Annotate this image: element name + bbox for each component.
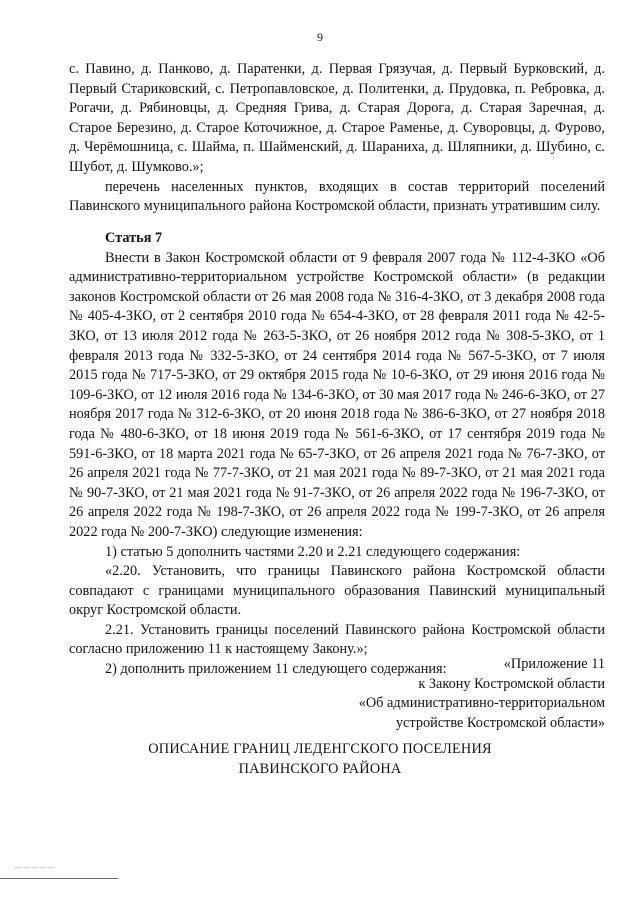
appendix-line: «Об административно-территориальном	[358, 695, 605, 712]
item-1-paragraph: 1) статью 5 дополнить частями 2.20 и 2.21 следующего содержания:	[105, 543, 521, 560]
item-2-paragraph: 2) дополнить приложением 11 следующего содержания:	[105, 661, 447, 678]
article-heading: Статья 7	[105, 230, 163, 246]
appendix-caption	[300, 655, 605, 733]
section-title-line: ПАВИНСКОГО РАЙОНА	[238, 760, 402, 777]
clause-2-21-paragraph: 2.21. Установить границы поселений Павинского района Костромской области согласно приложению 11 к настоящему Закону.»;	[69, 621, 605, 658]
appendix-line: «Приложение 11	[503, 656, 605, 672]
clause-2-20-paragraph: «2.20. Установить, что границы Павинского района Костромской области совпадают с границами муниципального образования Павинский муниципальный округ Костромской области.	[69, 563, 605, 619]
settlement-list-continuation: с. Павино, д. Панково, д. Паратенки, д. Первая Грязучая, д. Первый Бурковский, д. Первый Стариковский, с. Петропавловское, д. Политенки, д. Прудовка, п. Ребровка, д. Рогачи, д. Рябиновцы, д. Средняя Грива, д. Старая Дорога, д. Старая Заречная, д. Старое Березино, д. Старое Коточижное, д. Старое Раменье, д. Суворовцы, д. Фурово, д. Черёмошница, с. Шайма, п. Шайменский, д. Шараниха, д. Шляпники, д. Шубино, с. Шубот, д. Шумково.»;	[69, 61, 605, 175]
footnote-separator-line	[0, 878, 118, 879]
section-title	[0, 740, 640, 779]
article-7-block	[69, 229, 605, 680]
body-block-1	[69, 60, 605, 217]
appendix-line: к Закону Костромской области	[418, 675, 605, 692]
appendix-line: устройстве Костромской области»	[395, 714, 605, 731]
section-title-line: ОПИСАНИЕ ГРАНИЦ ЛЕДЕНГСКОГО ПОСЕЛЕНИЯ	[148, 741, 492, 757]
article-intro-paragraph: Внести в Закон Костромской области от 9 февраля 2007 года № 112-4-ЗКО «Об административно-территориальном устройстве Костромской области» (в редакции законов Костромской области от 26 мая 2008 года № 316-4-ЗКО, от 3 декабря 2008 года № 405-4-ЗКО, от 2 сентября 2010 года № 654-4-ЗКО, от 28 февраля 2011 года № 42-5-ЗКО, от 13 июля 2012 года № 263-5-ЗКО, от 26 ноября 2012 года № 308-5-ЗКО, от 1 февраля 2013 года № 332-5-ЗКО, от 24 сентября 2014 года № 567-5-ЗКО, от 7 июля 2015 года № 717-5-ЗКО, от 29 октября 2015 года № 10-6-ЗКО, от 29 июня 2016 года № 109-6-ЗКО, от 12 июля 2016 года № 134-6-ЗКО, от 30 мая 2017 года № 246-6-ЗКО, от 27 ноября 2017 года № 312-6-ЗКО, от 20 июня 2018 года № 386-6-ЗКО, от 27 ноября 2018 года № 480-6-ЗКО, от 18 июня 2019 года № 561-6-ЗКО, от 17 сентября 2019 года № 591-6-ЗКО, от 18 марта 2021 года № 65-7-ЗКО, от 26 апреля 2021 года № 76-7-ЗКО, от 26 апреля 2021 года № 77-7-ЗКО, от 21 мая 2021 года № 89-7-ЗКО, от 21 мая 2021 года № 90-7-ЗКО, от 21 мая 2021 года № 91-7-ЗКО, от 26 апреля 2022 года № 196-7-ЗКО, от 26 апреля 2022 года № 198-7-ЗКО, от 26 апреля 2022 года № 199-7-ЗКО, от 26 апреля 2022 года № 200-7-ЗКО) следующие изменения:	[69, 249, 605, 540]
list-invalidation-paragraph: перечень населенных пунктов, входящих в состав территорий поселений Павинского муниципального района Костромской области, признать утратившим силу.	[69, 178, 605, 215]
page-number: 9	[317, 30, 323, 44]
scan-artifact	[15, 867, 55, 870]
